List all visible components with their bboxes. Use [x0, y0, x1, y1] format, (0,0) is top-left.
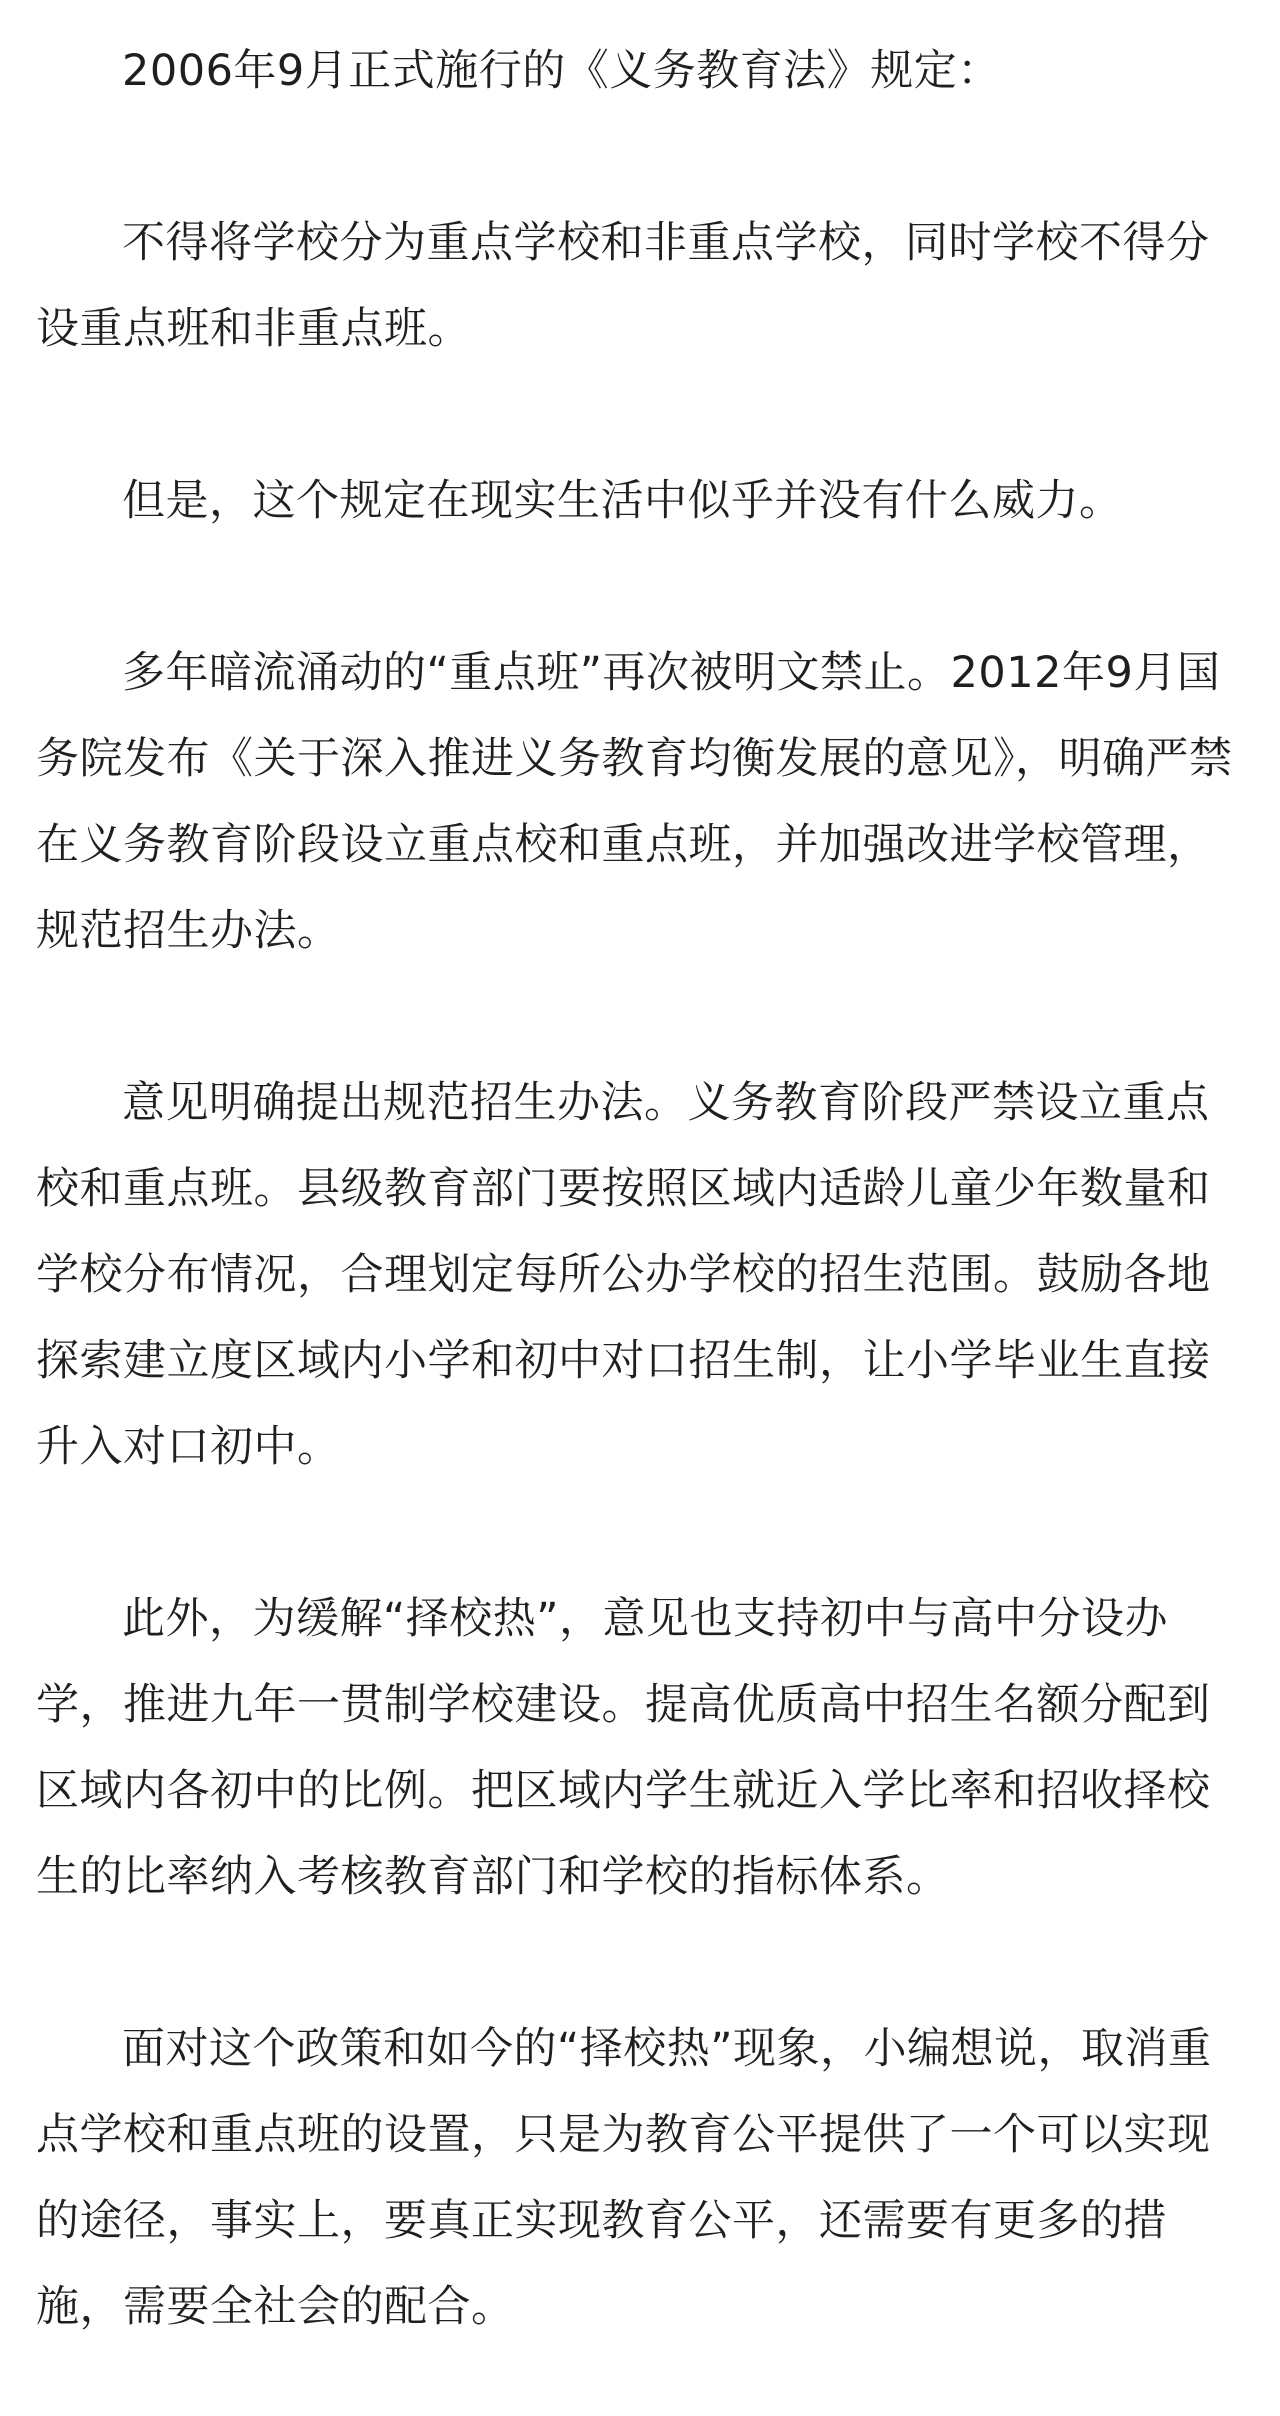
- paragraph-reality: 但是，这个规定在现实生活中似乎并没有什么威力。: [122, 476, 1123, 526]
- paragraph-law-content: 不得将学校分为重点学校和非重点学校，同时学校不得分设重点班和非重点班。: [36, 218, 1210, 354]
- paragraph-editor-view: 面对这个政策和如今的“择校热”现象，小编想说，取消重点学校和重点班的设置，只是为教育公平提供了一个可以实现的途径，事实上，要真正实现教育公平，还需要有更多的措施，需要全社会的配合。: [36, 2024, 1212, 2332]
- paragraph-2012-opinion: 多年暗流涌动的“重点班”再次被明文禁止。2012年9月国务院发布《关于深入推进义务教育均衡发展的意见》，明确严禁在义务教育阶段设立重点校和重点班，并加强改进学校管理，规范招生办法。: [36, 648, 1233, 956]
- article-body: [36, 28, 1244, 2350]
- paragraph-enrollment-rules: 意见明确提出规范招生办法。义务教育阶段严禁设立重点校和重点班。县级教育部门要按照区域内适龄儿童少年数量和学校分布情况，合理划定每所公办学校的招生范围。鼓励各地探索建立度区域内小学和初中对口招生制，让小学毕业生直接升入对口初中。: [36, 1078, 1211, 1472]
- paragraph-school-choice: 此外，为缓解“择校热”，意见也支持初中与高中分设办学，推进九年一贯制学校建设。提高优质高中招生名额分配到区域内各初中的比例。把区域内学生就近入学比率和招收择校生的比率纳入考核教育部门和学校的指标体系。: [36, 1594, 1211, 1902]
- paragraph-law-intro: 2006年9月正式施行的《义务教育法》规定：: [122, 46, 1001, 96]
